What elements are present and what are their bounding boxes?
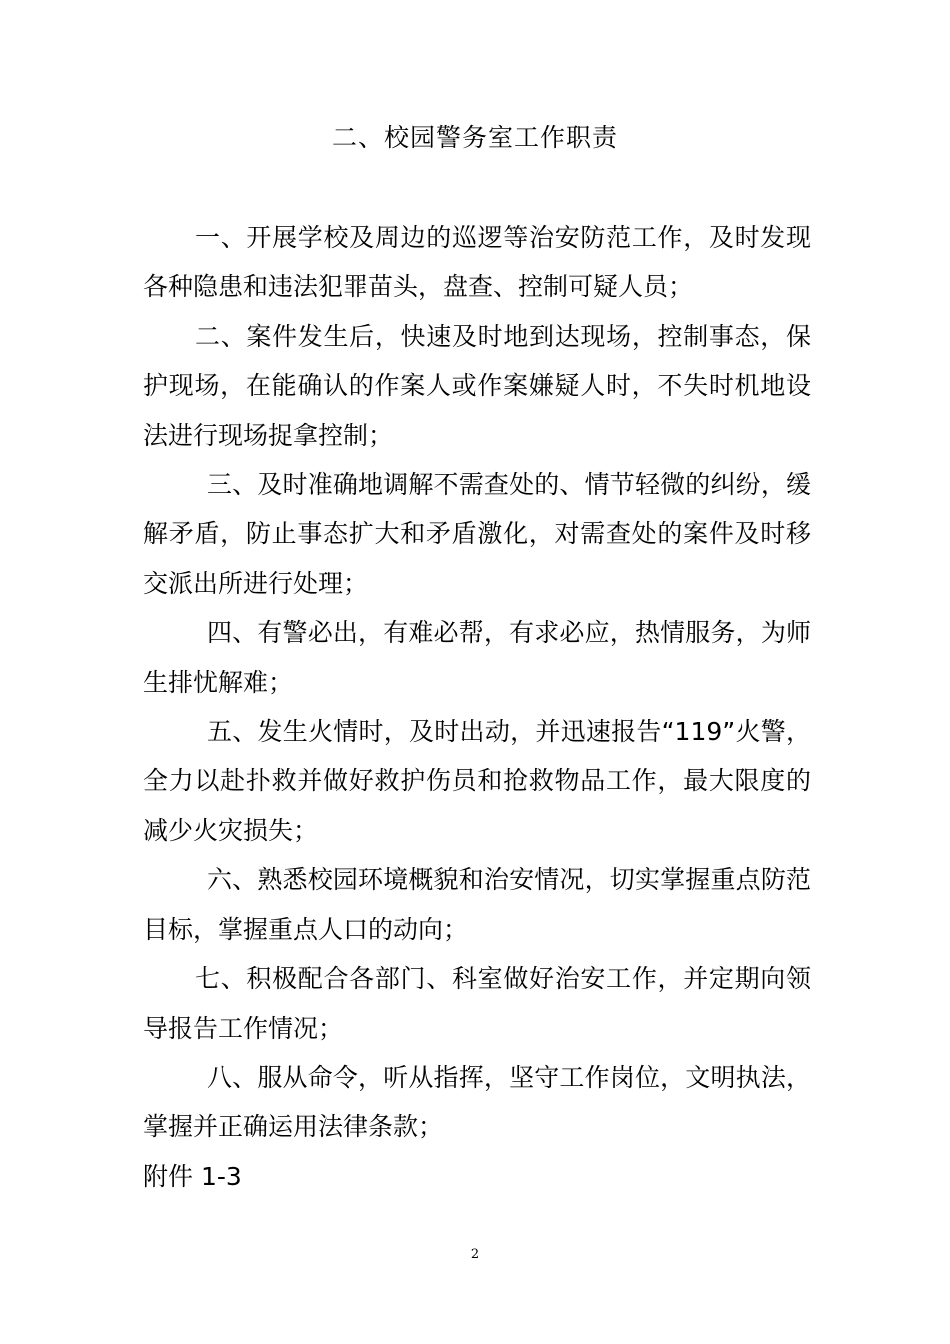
duty-item-8: 八、服从命令，听从指挥，坚守工作岗位，文明执法，掌握并正确运用法律条款； — [143, 1062, 811, 1142]
duty-item-7: 七、积极配合各部门、科室做好治安工作，并定期向领导报告工作情况； — [143, 964, 811, 1043]
duty-item-2: 二、案件发生后，快速及时地到达现场，控制事态，保护现场，在能确认的作案人或作案嫌疑人时，不失时机地设法进行现场捉拿控制； — [143, 321, 811, 450]
duty-item-5: 五、发生火情时，及时出动，并迅速报告“119”火警，全力以赴扑救并做好救护伤员和抢救物品工作，最大限度的减少火灾损失； — [143, 717, 811, 845]
duty-item-4: 四、有警必出，有难必帮，有求必应，热情服务，为师生排忧解难； — [143, 618, 811, 697]
duty-item-1: 一、开展学校及周边的巡逻等治安防范工作，及时发现各种隐患和违法犯罪苗头，盘查、控制可疑人员； — [143, 223, 811, 302]
duty-item-6: 六、熟悉校园环境概貌和治安情况，切实掌握重点防范目标，掌握重点人口的动向； — [143, 865, 811, 944]
page-title: 二、校园警务室工作职责 — [331, 123, 618, 152]
duty-item-3: 三、及时准确地调解不需查处的、情节轻微的纠纷，缓解矛盾，防止事态扩大和矛盾激化，对需查处的案件及时移交派出所进行处理； — [143, 470, 811, 598]
duty-list — [143, 213, 811, 1201]
attachment-label: 附件 1-3 — [143, 1161, 242, 1191]
page-number: 2 — [470, 1247, 480, 1262]
